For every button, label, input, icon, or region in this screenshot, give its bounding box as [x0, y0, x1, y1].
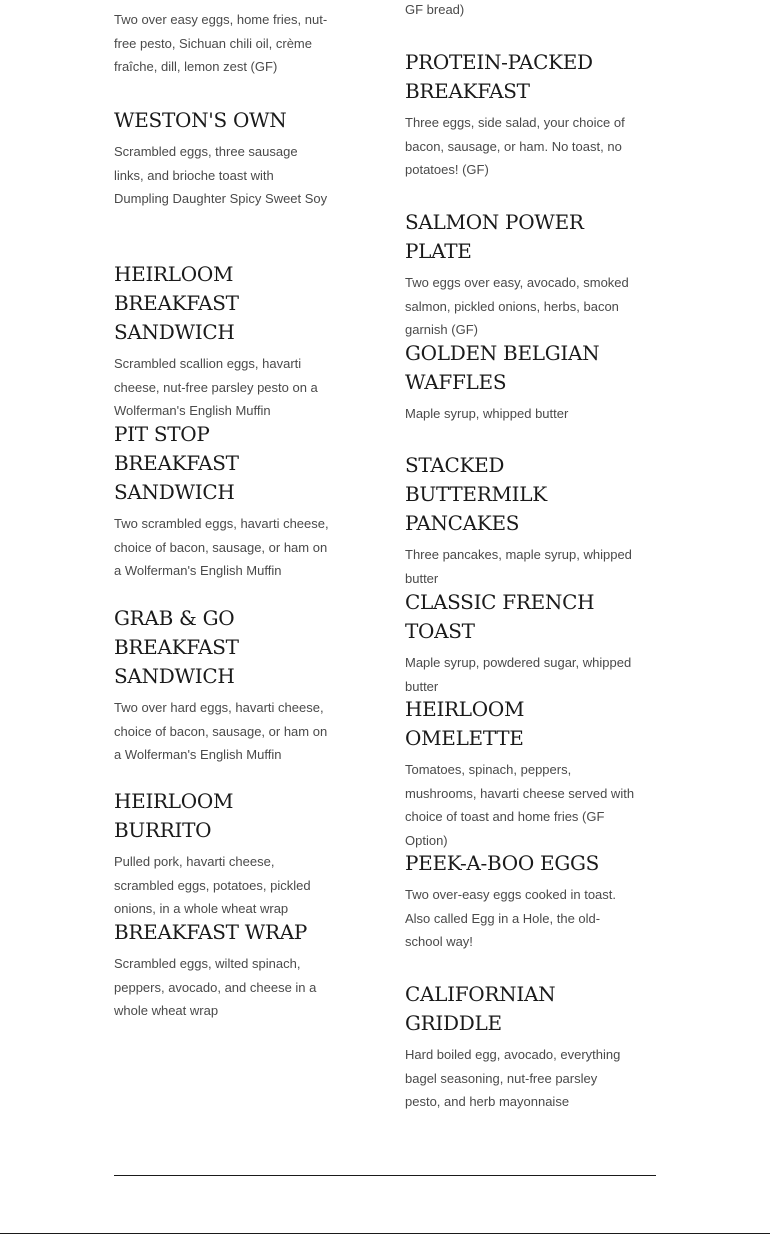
menu-item-description: GF bread): [405, 2, 465, 17]
menu-item-title: STACKED BUTTERMILK PANCAKES: [405, 453, 547, 535]
menu-item: [405, 48, 635, 182]
menu-item-description: Two over hard eggs, havarti cheese, choice of bacon, sausage, or ham on a Wolferman's English Muffin: [114, 700, 328, 763]
menu-item-title: PEEK-A-BOO EGGS: [405, 851, 600, 875]
menu-item-title: CALIFORNIAN GRIDDLE: [405, 982, 556, 1035]
menu-item: [405, 0, 635, 22]
menu-item-title: BREAKFAST WRAP: [114, 920, 308, 944]
menu-item-title: HEIRLOOM BREAKFAST SANDWICH: [114, 262, 239, 344]
menu-item: [114, 106, 329, 211]
menu-item-description: Scrambled eggs, wilted spinach, peppers, avocado, and cheese in a whole wheat wrap: [114, 956, 317, 1019]
menu-item-description: Scrambled eggs, three sausage links, and brioche toast with Dumpling Daughter Spicy Sweet Soy: [114, 144, 328, 207]
menu-item-title: HEIRLOOM BURRITO: [114, 789, 234, 842]
menu-item: [114, 918, 329, 1023]
menu-item-title: GRAB & GO BREAKFAST SANDWICH: [114, 606, 239, 688]
menu-item-title: SALMON POWER PLATE: [405, 210, 584, 263]
menu-item: [405, 208, 635, 342]
menu-item-description: Two eggs over easy, avocado, smoked salmon, pickled onions, herbs, bacon garnish (GF): [405, 275, 629, 338]
menu-item: [405, 588, 635, 698]
menu-item-title: CLASSIC FRENCH TOAST: [405, 590, 595, 643]
menu-item: [114, 8, 329, 79]
menu-item-title: GOLDEN BELGIAN WAFFLES: [405, 341, 600, 394]
menu-item-description: Three pancakes, maple syrup, whipped butter: [405, 547, 632, 586]
menu-item: [405, 695, 635, 852]
menu-item-description: Two over-easy eggs cooked in toast. Also called Egg in a Hole, the old-school way!: [405, 887, 617, 950]
menu-item-description: Maple syrup, powdered sugar, whipped butter: [405, 655, 632, 694]
menu-item-title: WESTON'S OWN: [114, 108, 287, 132]
menu-item-title: PIT STOP BREAKFAST SANDWICH: [114, 422, 239, 504]
menu-item-description: Maple syrup, whipped butter: [405, 406, 569, 421]
menu-item: [114, 604, 329, 767]
menu-item-description: Hard boiled egg, avocado, everything bagel seasoning, nut-free parsley pesto, and herb mayonnaise: [405, 1047, 621, 1110]
menu-item-description: Scrambled scallion eggs, havarti cheese, nut-free parsley pesto on a Wolferman's English Muffin: [114, 356, 318, 419]
menu-item: [405, 980, 635, 1114]
section-divider: [114, 1175, 656, 1176]
menu-item-description: Three eggs, side salad, your choice of bacon, sausage, or ham. No toast, no potatoes! (GF): [405, 115, 625, 178]
menu-item-description: Two over easy eggs, home fries, nut-free pesto, Sichuan chili oil, crème fraîche, dill, lemon zest (GF): [114, 12, 328, 75]
menu-item-title: PROTEIN-PACKED BREAKFAST: [405, 50, 593, 103]
menu-item: [114, 787, 329, 921]
footer-divider: [0, 1233, 770, 1234]
menu-item-description: Pulled pork, havarti cheese, scrambled eggs, potatoes, pickled onions, in a whole wheat wrap: [114, 854, 311, 917]
menu-item: [405, 339, 635, 426]
menu-item-description: Two scrambled eggs, havarti cheese, choice of bacon, sausage, or ham on a Wolferman's English Muffin: [114, 516, 329, 579]
menu-item: [114, 260, 329, 423]
menu-item-description: Tomatoes, spinach, peppers, mushrooms, havarti cheese served with choice of toast and home fries (GF Option): [405, 762, 635, 848]
menu-item: [405, 451, 635, 590]
menu-item: [114, 420, 329, 583]
menu-item: [405, 849, 635, 954]
menu-item-title: HEIRLOOM OMELETTE: [405, 697, 525, 750]
